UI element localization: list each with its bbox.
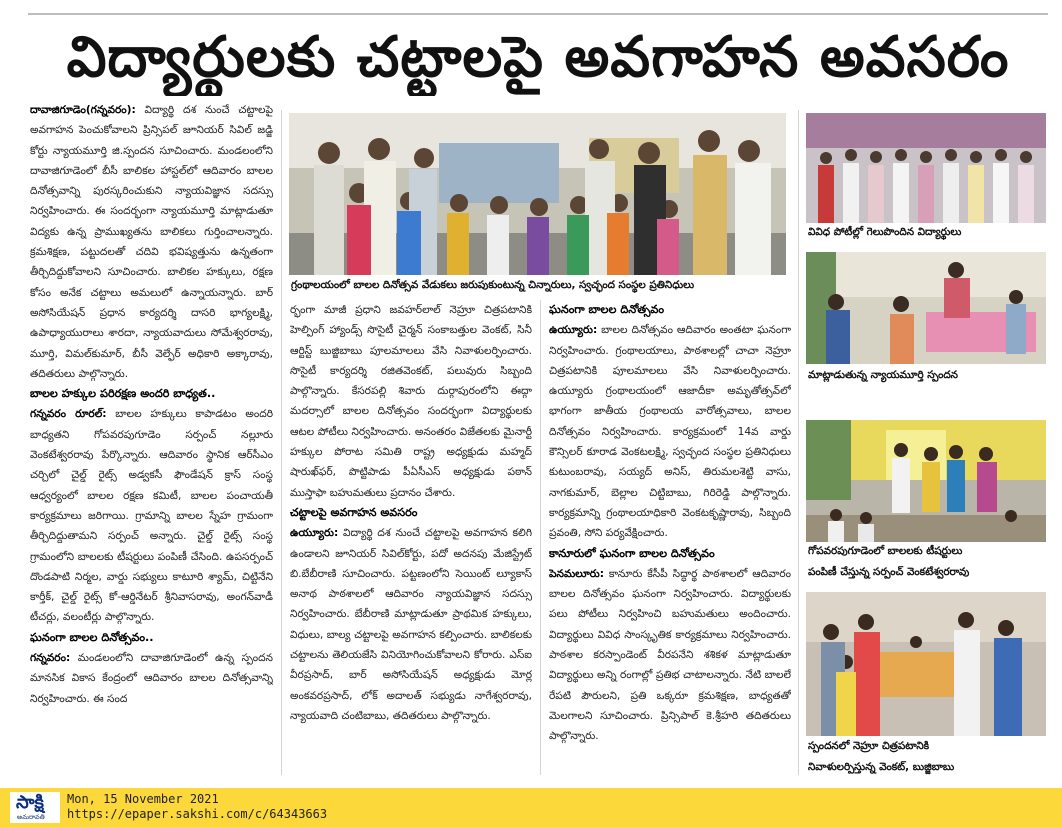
publication-date: Mon, 15 November 2021 xyxy=(67,792,219,806)
dateline: ఉయ్యూరు: xyxy=(549,324,598,337)
photo-competition-winners-caption: వివిధ పోటీల్లో గెలుపొందిన విద్యార్థులు xyxy=(808,226,962,238)
paragraph-text: మండలంలోని దావాజిగూడెంలో ఉన్న స్పందన మానసిక వికాస కేంద్రంలో ఆదివారం బాలల దినోత్సవాన్ని నిర్వహించారు. ఈ సంద xyxy=(30,652,273,705)
photo-tshirt-distribution-caption-line2: పంపిణీ చేస్తున్న సర్పంచ్ వెంకటేశ్వరరావు xyxy=(808,566,970,578)
top-rule xyxy=(28,13,1048,15)
column-divider xyxy=(798,110,799,775)
article-column-2 xyxy=(290,300,532,775)
article-paragraph xyxy=(30,100,273,384)
dateline: గన్నవరం రూరల్: xyxy=(30,408,107,421)
photo-tshirt-distribution xyxy=(806,420,1046,542)
headline: విద్యార్థులకు చట్టాలపై అవగాహన అవసరం xyxy=(66,25,1010,90)
article-paragraph xyxy=(30,404,273,627)
dateline: పెనమలూరు: xyxy=(549,567,604,580)
paragraph-text: కానూరు కేసీపీ సిద్ధార్థ పాఠశాలలో ఆదివారం బాలల దినోత్సవం ఘనంగా నిర్వహించారు. విద్యార్థులకు పలు పోటీలు నిర్వహించి బహుమతులు అందించారు. విద్యార్థులు వివిధ సాంస్కృతిక కార్యక్రమాలు నిర్వహించారు. పాఠశాల కరస్పాండెంట్ వీరపనేని శశికళ మాట్లాడుతూ విద్యార్థులు అన్ని రంగాల్లో ప్రతిభ చాటాలన్నారు. నేటి బాలలే రేపటి పౌరులని, ప్రతి ఒక్కరూ క్రమశిక్షణ, బాధ్యతతో మెలగాలని సూచించారు. ప్రిన్సిపాల్ కె.శ్రీహరి తదితరులు పాల్గొన్నారు. xyxy=(549,567,791,743)
photo-judge-speaking xyxy=(806,252,1046,364)
paragraph-text: విద్యార్థి దశ నుంచే చట్టాలపై అవగాహన కలిగి ఉండాలని జూనియర్ సివిల్‌కోర్టు, పదో అదనపు మేజిస్ట్రేట్ బి.బేబీరాణి సూచించారు. పట్టణంలోని సెయింట్ ల్యూకాస్ అనాథ పాఠశాలలో ఆదివారం న్యాయవిజ్ఞాన సదస్సు నిర్వహించారు. బేబీరాణి మాట్లాడుతూ ప్రాథమిక హక్కులు, విధులు, బాల్య చట్టాలపై అవగాహన కల్పించారు. బాలికలకు చట్టాలను తెలియజేసి వినియోగించుకోవాలని కోరారు. ఎస్ఐ వీరప్రసాద్, బార్ అసోసియేషన్ అధ్యక్షుడు మోర్ల అంకవరప్రసాద్, లోక్ అదాలత్ సభ్యుడు నాగేశ్వరరావు, న్యాయవాది చంటిబాబు, తదితరులు పాల్గొన్నారు. xyxy=(290,527,532,722)
photo-nehru-tribute-caption-line1: స్పందనలో నెహ్రూ చిత్రపటానికి xyxy=(808,740,930,752)
section-subheading: ఘనంగా బాలల దినోత్సవం xyxy=(549,303,665,316)
section-subheading: బాలల హక్కుల పరిరక్షణ అందరి బాధ్యత.. xyxy=(30,387,216,401)
article-paragraph xyxy=(549,320,791,543)
article-paragraph: ర్భంగా మాజీ ప్రధాని జవహర్‌లాల్ నెహ్రూ చిత్రపటానికి హెల్పింగ్ హ్యాండ్స్ సొసైటీ చైర్మన్ సంకాబత్తుల వెంకట్, సినీ ఆర్టిస్ట్ బుజ్జిబాబు పూలమాలలు వేసి నివాళులర్పించారు. సొసైటీ కార్యదర్శి రజితవెంకట్, పలువురు సిబ్బంది పాల్గొన్నారు. కేసరపల్లి శివారు దుర్గాపురంలోని ఈద్గా మదర్సాలో బాలల దినోత్సవం సందర్భంగా విద్యార్థులకు ఆటల పోటీలు నిర్వహించారు. అనంతరం విజేతలకు మైనార్టీ హక్కుల పోరాట సమితి రాష్ట్ర అధ్యక్షుడు మహ్మద్ షారుఖ్‌ఫర్, పొట్టిపాడు పీఏసీఎస్ అధ్యక్షుడు పఠాన్ ముస్తాఫా బహుమతులు ప్రదానం చేశారు. xyxy=(290,304,532,499)
article-column-1 xyxy=(30,100,273,775)
section-subheading: చట్టాలపై అవగాహన అవసరం xyxy=(290,505,418,519)
photo-nehru-tribute-caption-line2: నివాళులర్పిస్తున్న వెంకట్, బుజ్జిబాబు xyxy=(808,761,955,773)
section-subheading: కానూరులో ఘనంగా బాలల దినోత్సవం xyxy=(549,546,715,560)
main-photo-caption: గ్రంథాలయంలో బాలల దినోత్సవ వేడుకలు జరుపుకుంటున్న చిన్నారులు, స్వచ్ఛంద సంస్థల ప్రతినిధులు xyxy=(291,279,695,291)
footer-bar xyxy=(0,788,1062,827)
epaper-link[interactable]: https://epaper.sakshi.com/c/64343663 xyxy=(67,807,328,821)
photo-nehru-tribute xyxy=(806,592,1046,736)
photo-judge-speaking-caption: మాట్లాడుతున్న న్యాయమూర్తి స్పందన xyxy=(808,369,958,381)
logo-edition: అమరావతి xyxy=(17,813,45,821)
photo-competition-winners xyxy=(806,113,1046,223)
article-paragraph xyxy=(290,523,532,726)
article-paragraph xyxy=(30,648,273,709)
article-paragraph xyxy=(549,564,791,747)
column-divider xyxy=(540,300,541,775)
sakshi-logo xyxy=(10,792,60,823)
section-subheading: ఘనంగా బాలల దినోత్సవం.. xyxy=(30,630,154,644)
column-divider xyxy=(281,110,282,775)
paragraph-text: విద్యార్థి దశ నుంచే చట్టాలపై అవగాహన పెంచుకోవాలని ప్రిన్సిపల్ జూనియర్ సివిల్ జడ్జి కోర్టు న్యాయమూర్తి జి.స్పందన సూచించారు. మండలంలోని దావాజిగూడెంలో బీసీ బాలికల హాస్టల్‌లో ఆదివారం బాలల దినోత్సవాన్ని పురస్కరించుకుని న్యాయవిజ్ఞాన సదస్సు నిర్వహించారు. ఈ సందర్భంగా న్యాయమూర్తి మాట్లాడుతూ విద్యకు ఉన్న ప్రాముఖ్యతను బాలికలు గుర్తించాలన్నారు. క్రమశిక్షణ, పట్టుదలతో చదివి భవిష్యత్తును ఉన్నతంగా తీర్చిదిద్దుకోవాలని సూచించారు. బాలికల హక్కులు, రక్షణ కోసం అనేక చట్టాలు అమలులో ఉన్నాయన్నారు. బార్ అసోసియేషన్ ప్రధాన కార్యదర్శి దాసరి భాగ్యలక్ష్మి, ఉపాధ్యాయురాలు శారదా, న్యాయవాదులు సోమేశ్వరరావు, మూర్తి, విమల్‌కుమార్, బీసీ వెల్ఫేర్ అధికారి అక్కారావు, తదితరులు పాల్గొన్నారు. xyxy=(30,104,273,380)
logo-text: సాక్షి xyxy=(16,792,44,813)
dateline: దావాజిగూడెం(గన్నవరం): xyxy=(30,104,136,116)
dateline: ఉయ్యూరు: xyxy=(290,527,339,540)
paragraph-text: బాలల దినోత్సవం ఆదివారం అంతటా ఘనంగా నిర్వహించారు. గ్రంథాలయాలు, పాఠశాలల్లో చాచా నెహ్రూ చిత్రపటానికి పూలమాలలు వేసి నివాళులర్పించారు. ఉయ్యూరు గ్రంథాలయంలో ఆజాదీకా అమృతోత్సవ్‌లో భాగంగా జాతీయ గ్రంథాలయ వారోత్సవాలు, బాలల దినోత్సవం నిర్వహించారు. కార్యక్రమంలో 14వ వార్డు కౌన్సిలర్ కూరాడ వెంకటలక్ష్మి, స్వచ్ఛంద సంస్థల ప్రతినిధులు కుటుంబరావు, సయ్యద్ అనిస్, తిరుమలశెట్టి వాసు, నాగకుమార్, బెల్లాల చిట్టిబాబు, గిరిరెడ్డి పాల్గొన్నారు. కార్యక్రమాన్ని గ్రంథాలయాధికారి వెంకటకృష్ణారావు, సిబ్బంది ప్రవంతి, సోని పర్యవేక్షించారు. xyxy=(549,324,791,540)
photo-tshirt-distribution-caption-line1: గోపవరపుగూడెంలో బాలలకు టీషర్టులు xyxy=(808,545,963,557)
dateline: గన్నవరం: xyxy=(30,652,71,665)
article-column-3 xyxy=(549,300,791,775)
paragraph-text: బాలల హక్కులు కాపాడటం అందరి బాధ్యతని గోపవరపుగూడెం సర్పంచ్ నల్లూరు వెంకటేశ్వరరావు పేర్కొన్నారు. ఆదివారం స్థానిక ఆర్‌సీఎం చర్చిలో చైల్డ్ రైట్స్ అడ్వకసీ ఫౌండేషన్ క్రాస్ సంస్థ ఆధ్వర్యంలో బాలల రక్షణ కమిటీ, బాలల పంచాయతీ కార్యక్రమాలు జరిగాయి. గ్రామాన్ని బాలల స్నేహ గ్రామంగా తీర్చిదిద్దుతామని సర్పంచ్ అన్నారు. చైల్డ్ రైట్స్ సంస్థ గ్రామంలోని బాలలకు టీషర్టులు పంపిణీ చేసింది. ఉపసర్పంచ్ దొండపాటి నిర్మల, వార్డు సభ్యులు కాటూరి శ్యామ్, చిట్టినేని కార్తీక్, చైల్డ్ రైట్స్ కో-ఆర్డినేటర్ శ్రీనివాసరావు, అంగన్‌వాడీ టీచర్లు, వలంటీర్లు పాల్గొన్నారు. xyxy=(30,408,273,624)
main-photo xyxy=(289,113,786,275)
